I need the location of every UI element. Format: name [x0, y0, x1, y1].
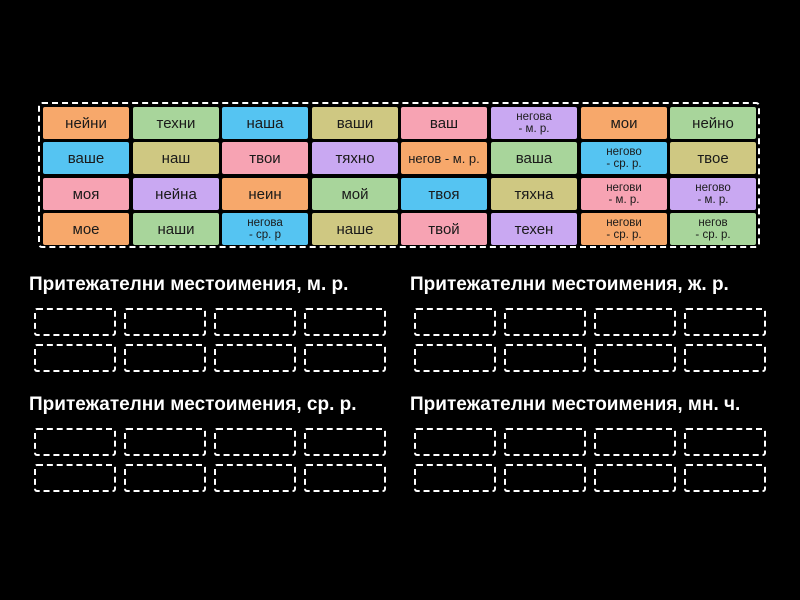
word-tile[interactable]: тяхна [491, 178, 577, 210]
word-tile[interactable]: негова - ср. р [222, 213, 308, 245]
word-tile[interactable]: наше [312, 213, 398, 245]
word-tile[interactable]: твой [401, 213, 487, 245]
word-tile[interactable]: негов - ср. р. [670, 213, 756, 245]
word-tile[interactable]: ваша [491, 142, 577, 174]
drop-slot[interactable] [504, 308, 586, 336]
drop-slot[interactable] [594, 308, 676, 336]
word-tile[interactable]: неин [222, 178, 308, 210]
drop-slot[interactable] [34, 464, 116, 492]
word-tile[interactable]: нейна [133, 178, 219, 210]
word-tile[interactable]: моя [43, 178, 129, 210]
drop-slot[interactable] [594, 344, 676, 372]
drop-slot[interactable] [124, 428, 206, 456]
word-tile[interactable]: негови - ср. р. [581, 213, 667, 245]
group-title: Притежателни местоимения, ж. р. [410, 274, 729, 295]
word-bank [38, 102, 760, 248]
drop-slot[interactable] [214, 464, 296, 492]
drop-slot[interactable] [684, 308, 766, 336]
drop-slot[interactable] [34, 308, 116, 336]
word-tile[interactable]: твоя [401, 178, 487, 210]
drop-slot[interactable] [304, 344, 386, 372]
word-tile[interactable]: техен [491, 213, 577, 245]
drop-slot[interactable] [504, 344, 586, 372]
word-tile[interactable]: мои [581, 107, 667, 139]
word-tile[interactable]: нейно [670, 107, 756, 139]
word-tile[interactable]: мое [43, 213, 129, 245]
drop-slot[interactable] [414, 308, 496, 336]
word-tile[interactable]: мой [312, 178, 398, 210]
word-tile[interactable]: наши [133, 213, 219, 245]
word-tile[interactable]: негово - ср. р. [581, 142, 667, 174]
drop-slot[interactable] [124, 344, 206, 372]
word-tile[interactable]: твои [222, 142, 308, 174]
drop-slot[interactable] [304, 464, 386, 492]
drop-slot[interactable] [504, 428, 586, 456]
drop-slot[interactable] [304, 308, 386, 336]
drop-slot[interactable] [414, 428, 496, 456]
drop-slot[interactable] [414, 344, 496, 372]
group-title: Притежателни местоимения, мн. ч. [410, 394, 741, 415]
drop-slot[interactable] [34, 428, 116, 456]
word-tile[interactable]: негова - м. р. [491, 107, 577, 139]
word-tile[interactable]: нейни [43, 107, 129, 139]
drop-slot[interactable] [124, 464, 206, 492]
drop-slot[interactable] [304, 428, 386, 456]
drop-slot[interactable] [124, 308, 206, 336]
word-tile[interactable]: наш [133, 142, 219, 174]
drop-slot[interactable] [684, 464, 766, 492]
word-tile[interactable]: тяхно [312, 142, 398, 174]
word-tile[interactable]: негови - м. р. [581, 178, 667, 210]
word-tile[interactable]: твое [670, 142, 756, 174]
word-tile[interactable]: техни [133, 107, 219, 139]
word-tile[interactable]: ваш [401, 107, 487, 139]
word-tile[interactable]: негов - м. р. [401, 142, 487, 174]
drop-slot[interactable] [34, 344, 116, 372]
word-tile[interactable]: негово - м. р. [670, 178, 756, 210]
drop-slot[interactable] [684, 344, 766, 372]
drop-slot[interactable] [684, 428, 766, 456]
word-tile[interactable]: ваши [312, 107, 398, 139]
word-tile[interactable]: наша [222, 107, 308, 139]
word-tile[interactable]: ваше [43, 142, 129, 174]
group-title: Притежателни местоимения, ср. р. [29, 394, 357, 415]
drop-slot[interactable] [594, 464, 676, 492]
drop-slot[interactable] [504, 464, 586, 492]
group-title: Притежателни местоимения, м. р. [29, 274, 349, 295]
drop-slot[interactable] [414, 464, 496, 492]
drop-slot[interactable] [214, 344, 296, 372]
drop-slot[interactable] [214, 308, 296, 336]
drop-slot[interactable] [594, 428, 676, 456]
drop-slot[interactable] [214, 428, 296, 456]
